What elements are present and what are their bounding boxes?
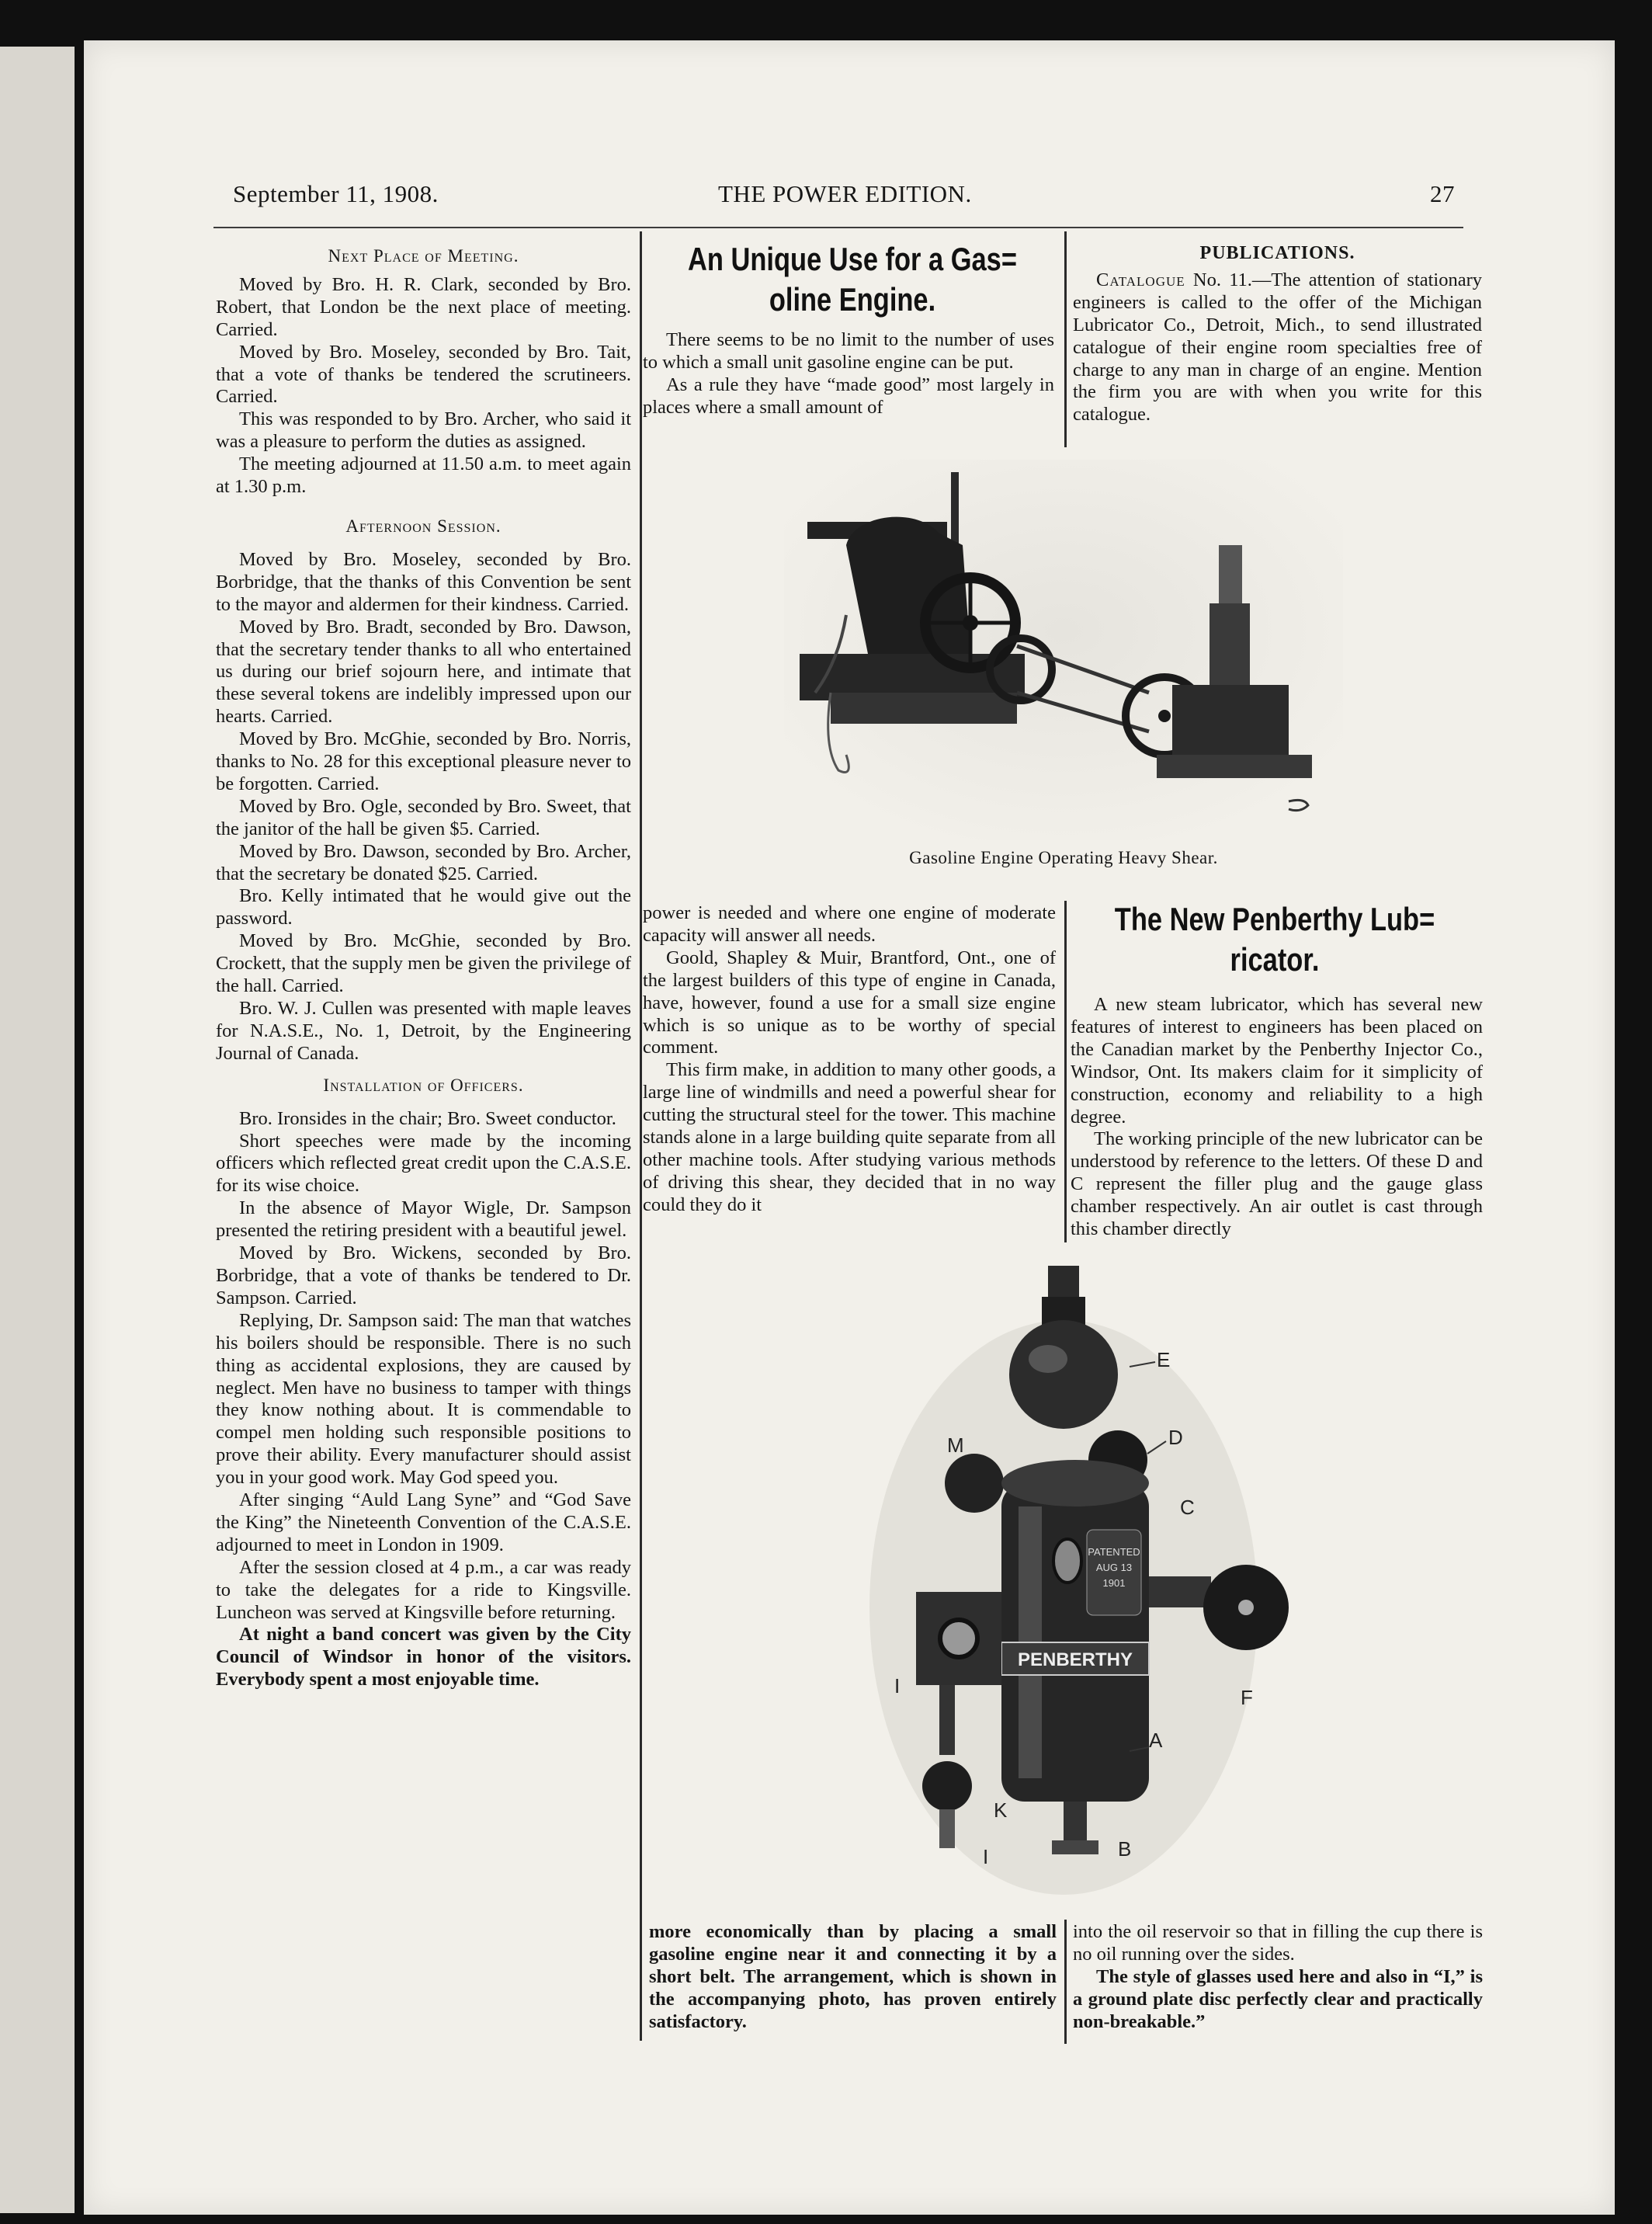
paragraph: Moved by Bro. McGhie, seconded by Bro. Norris, thanks to No. 28 for this exceptional pleasure never to be forgotten. Carried. xyxy=(216,728,631,794)
gasoline-article-intro xyxy=(643,329,1054,419)
paragraph: Replying, Dr. Sampson said: The man that watches his boilers should be responsible. There is no such thing as accidental explosions, they are caused by neglect. Men have no business to tamper with things they know nothing about. It is commendable to compel men holding such responsible positions to prove their ability. Every manufacturer should assist you in your good work. May God speed you. xyxy=(216,1309,631,1489)
patent-stamp-line: AUG 13 xyxy=(1095,1562,1133,1573)
paragraph: Bro. Kelly intimated that he would give out the password. xyxy=(216,885,631,930)
paragraph: Moved by Bro. Wickens, seconded by Bro. Borbridge, that a vote of thanks be tendered to Dr. Sampson. Carried. xyxy=(216,1242,631,1308)
paragraph: After the session closed at 4 p.m., a car was ready to take the delegates for a ride to Kingsville. Luncheon was served at Kingsville before returning. xyxy=(216,1556,631,1623)
figure-label: A xyxy=(1149,1729,1163,1752)
section-heading: Afternoon Session. xyxy=(345,516,502,536)
penberthy-article-body xyxy=(1071,994,1483,1241)
catalogue-lead: Catalogue xyxy=(1096,269,1185,290)
issue-date: September 11, 1908. xyxy=(233,180,439,207)
paragraph: Bro. Ironsides in the chair; Bro. Sweet conductor. xyxy=(239,1107,616,1129)
paragraph: Moved by Bro. Ogle, seconded by Bro. Sweet, that the janitor of the hall be given $5. Carried. xyxy=(216,795,631,839)
publications-title: PUBLICATIONS. xyxy=(1199,243,1355,263)
column-rule-right-bottom xyxy=(1064,1920,1067,2044)
previous-page-edge xyxy=(0,47,75,2213)
figure-label: I xyxy=(894,1674,901,1698)
page-number: 27 xyxy=(1430,180,1455,207)
figure-label: E xyxy=(1157,1348,1171,1371)
paragraph: Moved by Bro. Bradt, seconded by Bro. Dawson, that the secretary tender thanks to all who entertained us during our brief sojourn here, and intimate that these several tokens are indelibly impressed upon our hearts. Carried. xyxy=(216,616,631,728)
catalogue-text: No. 11.—The attention of stationary engineers is called to the offer of the Michigan Lubricator Co., Detroit, Mich., to send illustrated catalogue of their engine room specialties free of charge to any man in charge of an engine. Mention the firm you are with when you write for this catalogue. xyxy=(1073,269,1482,426)
section-heading: Next Place of Meeting. xyxy=(328,246,519,266)
headline-line: The New Penberthy Lub= xyxy=(1114,901,1435,937)
paragraph: more economically than by placing a small gasoline engine near it and connecting it by a short belt. The arrangement, which is shown in the accompanying photo, has proven entirely satisfactory. xyxy=(649,1921,1057,2032)
left-column xyxy=(216,245,631,1691)
figure-label: K xyxy=(994,1798,1008,1822)
paragraph: Moved by Bro. McGhie, seconded by Bro. Crockett, that the supply men be given the privilege of the hall. Carried. xyxy=(216,930,631,997)
article-headline-penberthy xyxy=(1103,899,1447,980)
paragraph: This was responded to by Bro. Archer, who said it was a pleasure to perform the duties as assigned. xyxy=(216,408,631,453)
photo-caption: Gasoline Engine Operating Heavy Shear. xyxy=(909,848,1218,867)
paragraph: This firm make, in addition to many other goods, a large line of windmills and need a powerful shear for cutting the structural steel for the tower. This machine stands alone in a large building quite separate from all other machine tools. After studying various methods of driving this shear, they decided that in no way could they do it xyxy=(643,1059,1056,1215)
paragraph: Goold, Shapley & Muir, Brantford, Ont., one of the largest builders of this type of engine in Canada, have, however, found a use for a small size engine which is so unique as to be worthy of special comment. xyxy=(643,947,1056,1058)
headline-line: An Unique Use for a Gas= xyxy=(688,241,1017,277)
article-headline-gasoline xyxy=(675,239,1029,320)
paragraph: Moved by Bro. H. R. Clark, seconded by Bro. Robert, that London be the next place of meeting. Carried. xyxy=(216,273,631,340)
paragraph: Moved by Bro. Moseley, seconded by Bro. Borbridge, that the thanks of this Convention be sent to the mayor and aldermen for their kindness. Carried. xyxy=(216,548,631,615)
column-rule-left xyxy=(640,231,642,2041)
paragraph: into the oil reservoir so that in filling the cup there is no oil running over the sides. xyxy=(1073,1921,1483,1965)
publication-title: THE POWER EDITION. xyxy=(718,180,972,207)
gasoline-article-conclusion xyxy=(649,1921,1057,2034)
paragraph: Short speeches were made by the incoming officers which reflected great credit upon the C.A.S.E. for its wise choice. xyxy=(216,1130,631,1197)
section-heading: Installation of Officers. xyxy=(323,1075,524,1095)
engine-shear-illustration xyxy=(784,460,1343,840)
paragraph: At night a band concert was given by the City Council of Windsor in honor of the visitors. Everybody spent a most enjoyable time. xyxy=(216,1624,631,1691)
figure-label: F xyxy=(1241,1686,1253,1709)
column-rule-right-mid xyxy=(1064,901,1067,1242)
lubricator-illustration xyxy=(815,1250,1312,1903)
gasoline-engine-photo xyxy=(784,460,1343,840)
paragraph: The meeting adjourned at 11.50 a.m. to meet again at 1.30 p.m. xyxy=(216,453,631,498)
penberthy-brand-plate: PENBERTHY xyxy=(1017,1649,1133,1670)
header-rule xyxy=(213,227,1463,228)
paragraph: Moved by Bro. Moseley, seconded by Bro. Tait, that a vote of thanks be tendered the scrutineers. Carried. xyxy=(216,341,631,408)
paragraph: In the absence of Mayor Wigle, Dr. Sampson presented the retiring president with a beautiful jewel. xyxy=(216,1197,631,1242)
figure-label: I xyxy=(983,1845,989,1868)
paragraph xyxy=(1073,269,1482,426)
patent-stamp-line: PATENTED xyxy=(1088,1546,1140,1558)
figure-label: C xyxy=(1180,1496,1195,1519)
paragraph: The working principle of the new lubricator can be understood by reference to the letters. Of these D and C represent the filler plug and the gauge glass chamber respectively. An air outlet is cast through this chamber directly xyxy=(1071,1128,1483,1240)
figure-label: M xyxy=(947,1433,964,1457)
figure-label: B xyxy=(1118,1837,1132,1861)
paragraph: After singing “Auld Lang Syne” and “God Save the King” the Nineteenth Convention of the C.A.S.E. adjourned to meet in London in 1909. xyxy=(216,1489,631,1555)
publications-section xyxy=(1073,242,1482,426)
figure-label: D xyxy=(1168,1426,1183,1449)
paragraph: There seems to be no limit to the number of uses to which a small unit gasoline engine can be put. xyxy=(643,329,1054,373)
paragraph: As a rule they have “made good” most largely in places where a small amount of xyxy=(643,374,1054,418)
gasoline-article-body xyxy=(643,902,1056,1217)
paragraph: Moved by Bro. Dawson, seconded by Bro. Archer, that the secretary be donated $25. Carried. xyxy=(216,840,631,884)
penberthy-article-conclusion xyxy=(1073,1921,1483,2034)
paragraph: power is needed and where one engine of moderate capacity will answer all needs. xyxy=(643,902,1056,946)
patent-stamp-line: 1901 xyxy=(1102,1577,1126,1589)
headline-line: ricator. xyxy=(1230,941,1320,978)
lubricator-figure xyxy=(815,1250,1312,1903)
paragraph: A new steam lubricator, which has several new features of interest to engineers has been placed on the Canadian market by the Penberthy Injector Co., Windsor, Ont. Its makers claim for it simplicity of construction, economy and reliability to a high degree. xyxy=(1071,994,1483,1128)
paragraph: The style of glasses used here and also in “I,” is a ground plate disc perfectly clear and practically non-breakable.” xyxy=(1073,1965,1483,2032)
column-rule-right-top xyxy=(1064,231,1067,447)
paragraph: Bro. W. J. Cullen was presented with maple leaves for N.A.S.E., No. 1, Detroit, by the Engineering Journal of Canada. xyxy=(216,998,631,1064)
headline-line: oline Engine. xyxy=(769,281,936,318)
